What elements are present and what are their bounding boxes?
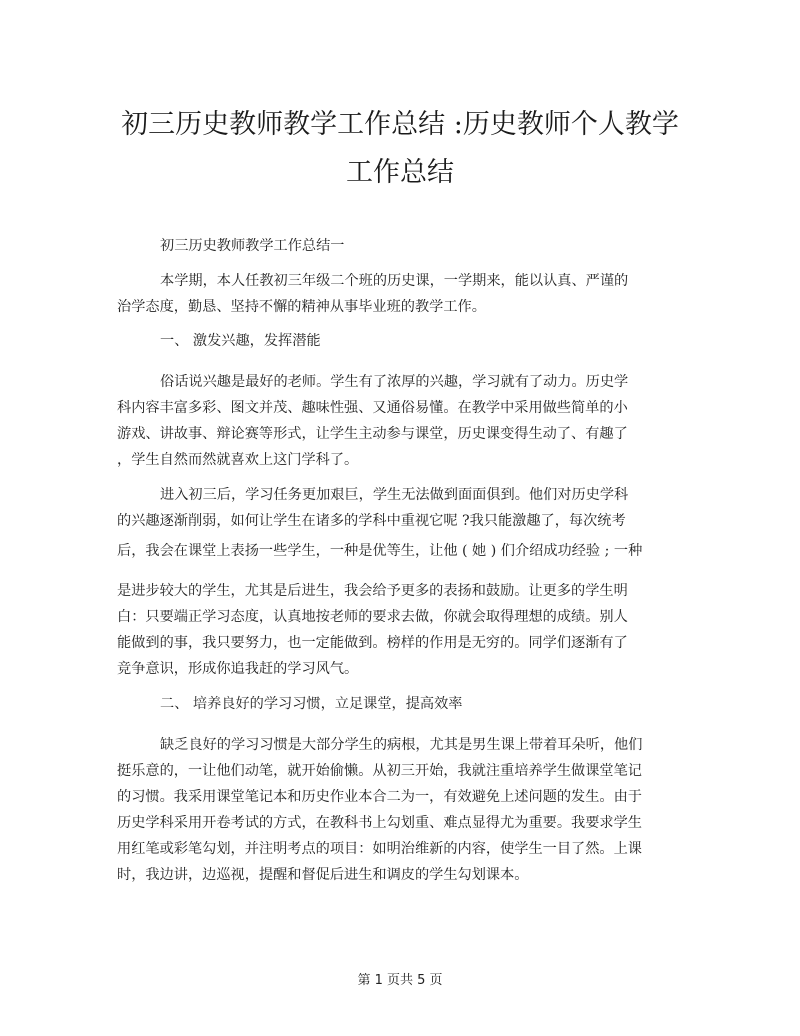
paragraph-line: 后，我会在课堂上表扬一些学生，一种是优等生，让他 ( 她 ) 们介绍成功经验 ; 一种: [117, 543, 643, 559]
paragraph-line: 进入初三后，学习任务更加艰巨，学生无法做到面面俱到。他们对历史学科: [160, 487, 629, 503]
paragraph-line: 挺乐意的，一让他们动笔，就开始偷懒。从初三开始，我就注重培养学生做课堂笔记: [117, 763, 642, 779]
section-heading-2: 二、 培养良好的学习习惯，立足课堂，提高效率: [160, 696, 463, 712]
paragraph-line: 竞争意识，形成你追我赶的学习风气。: [117, 661, 359, 677]
paragraph-line: 游戏、讲故事、辩论赛等形式，让学生主动参与课堂，历史课变得生动了、有趣了: [117, 426, 628, 442]
paragraph-line: 时，我边讲，边巡视，提醒和督促后进生和调皮的学生勾划课本。: [117, 867, 529, 883]
section-heading-summary-one: 初三历史教师教学工作总结一: [160, 238, 345, 254]
paragraph-line: 俗话说兴趣是最好的老师。学生有了浓厚的兴趣，学习就有了动力。历史学: [160, 374, 629, 390]
paragraph-line: 的兴趣逐渐削弱，如何让学生在诸多的学科中重视它呢 ?我只能激趣了，每次统考: [117, 513, 626, 529]
paragraph-line: ，学生自然而然就喜欢上这门学科了。: [117, 452, 359, 468]
paragraph-line: 本学期，本人任教初三年级二个班的历史课，一学期来，能以认真、严谨的: [160, 273, 629, 289]
paragraph-line: 白：只要端正学习态度，认真地按老师的要求去做，你就会取得理想的成绩。别人: [117, 609, 628, 625]
section-heading-1: 一、 激发兴趣，发挥潜能: [160, 333, 321, 349]
paragraph-line: 历史学科采用开卷考试的方式，在教科书上勾划重、难点显得尤为重要。我要求学生: [117, 815, 642, 831]
paragraph-line: 的习惯。我采用课堂笔记本和历史作业本合二为一，有效避免上述问题的发生。由于: [117, 789, 642, 805]
document-title-line2: 工作总结: [346, 157, 454, 188]
paragraph-line: 缺乏良好的学习习惯是大部分学生的病根，尤其是男生课上带着耳朵听，他们: [160, 737, 643, 753]
paragraph-line: 是进步较大的学生，尤其是后进生，我会给予更多的表扬和鼓励。让更多的学生明: [117, 583, 628, 599]
paragraph-line: 用红笔或彩笔勾划，并注明考点的项目：如明治维新的内容，使学生一目了然。上课: [117, 841, 642, 857]
page-number-footer: 第 1 页共 5 页: [357, 973, 443, 988]
paragraph-line: 能做到的事，我只要努力，也一定能做到。榜样的作用是无穷的。同学们逐渐有了: [117, 635, 628, 651]
paragraph-line: 科内容丰富多彩、图文并茂、趣味性强、又通俗易懂。在教学中采用做些简单的小: [117, 400, 628, 416]
document-title-line1: 初三历史教师教学工作总结 :历史教师个人教学: [121, 109, 679, 140]
paragraph-line: 治学态度，勤恳、坚持不懈的精神从事毕业班的教学工作。: [117, 299, 486, 315]
